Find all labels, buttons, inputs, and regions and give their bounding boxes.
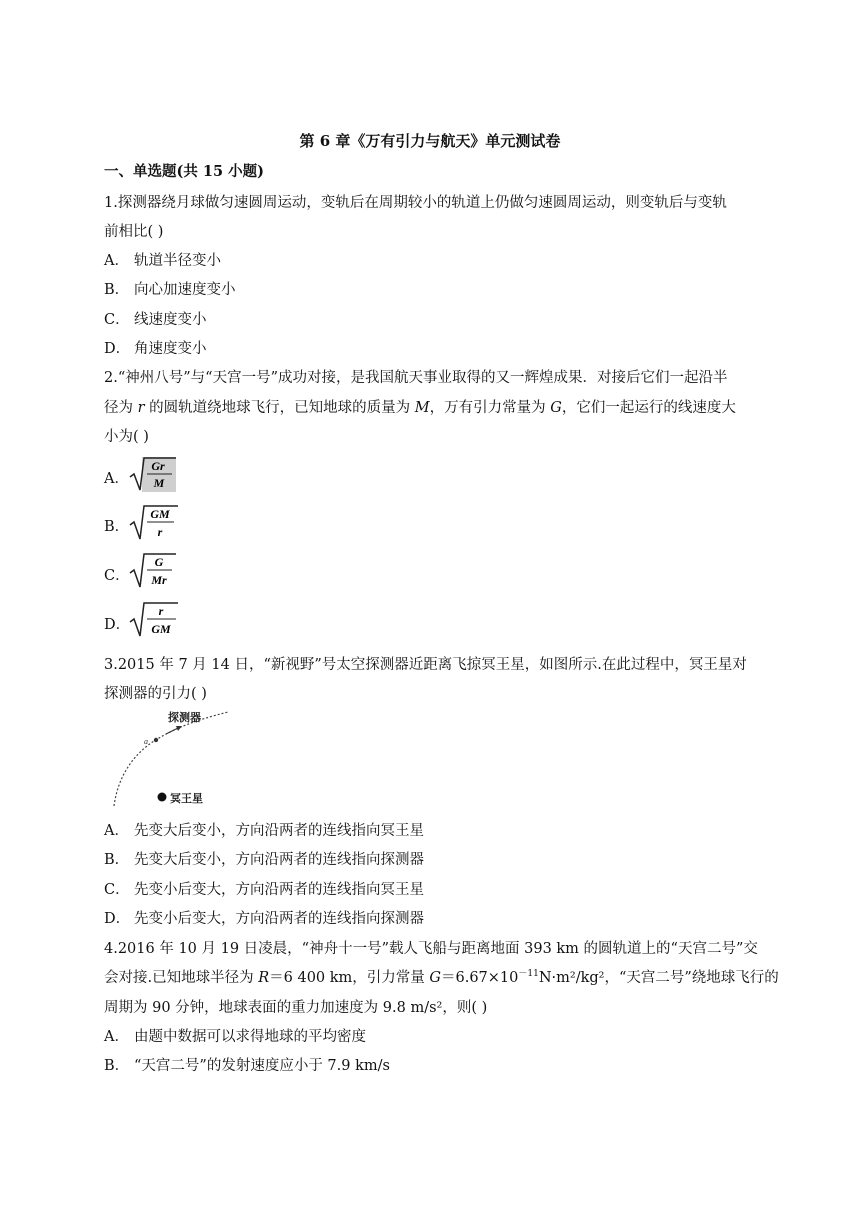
formula-numerator: r	[158, 604, 164, 618]
q2-option-b-formula	[128, 503, 180, 543]
option-label: C．	[104, 882, 130, 898]
q1-option-b	[104, 278, 236, 299]
q1-stem-line1: 1.探测器绕月球做匀速圆周运动，变轨后在周期较小的轨道上仍做匀速圆周运动，则变轨后与变轨	[104, 195, 727, 211]
var-G: G	[550, 400, 562, 416]
formula-denominator: M	[153, 476, 165, 490]
option-text: 先变大后变小，方向沿两者的连线指向冥王星	[134, 823, 424, 839]
option-label: C．	[104, 312, 130, 328]
option-text: 轨道半径变小	[134, 253, 221, 269]
option-text: “天宫二号”的发射速度应小于 7.9 km/s	[134, 1058, 390, 1074]
probe-marker	[154, 738, 158, 742]
option-text: 由题中数据可以求得地球的平均密度	[134, 1029, 366, 1045]
option-text: 线速度变小	[134, 312, 207, 328]
text-run: 径为	[104, 400, 138, 416]
q4-stem-line1: 4.2016 年 10 月 19 日凌晨，“神舟十一号”载人飞船与距离地面 393 km 的圆轨道上的“天宫二号”交	[104, 941, 758, 957]
text-run: N·m²/kg²，“天宫二号”绕地球飞行的	[538, 970, 779, 986]
option-text: 角速度变小	[134, 341, 207, 357]
option-label: A．	[104, 823, 129, 839]
text-run: ，它们一起运行的线速度大	[561, 400, 736, 416]
option-text: 向心加速度变小	[134, 282, 236, 298]
q3-option-b	[104, 848, 424, 869]
pluto-label: 冥王星	[170, 792, 203, 805]
option-label: A．	[104, 253, 129, 269]
text-run: 的圆轨道绕地球飞行，已知地球的质量为	[144, 400, 415, 416]
q3-option-a	[104, 819, 424, 840]
formula-numerator: GM	[150, 507, 170, 521]
formula-numerator: Gr	[151, 459, 165, 473]
q2-option-d-label: D．	[104, 617, 131, 633]
q2-stem-line2	[104, 396, 736, 417]
var-r: r	[137, 400, 145, 416]
formula-numerator: G	[154, 555, 164, 569]
exponent: －11	[518, 969, 539, 980]
pluto-dot	[158, 793, 167, 802]
text-run: ＝6 400 km，引力常量	[269, 970, 430, 986]
q4-stem-line2	[104, 966, 779, 987]
q4-option-a	[104, 1025, 366, 1046]
option-text: 先变大后变小，方向沿两者的连线指向探测器	[134, 852, 424, 868]
q1-stem-line2: 前相比( )	[104, 224, 164, 240]
q2-option-c-label: C．	[104, 568, 130, 584]
probe-label: 探测器	[168, 711, 201, 724]
q4-stem-line3: 周期为 90 分钟，地球表面的重力加速度为 9.8 m/s²，则( )	[104, 1000, 488, 1016]
option-label: B．	[104, 1058, 130, 1074]
q1-option-d	[104, 337, 207, 358]
q3-stem-line2: 探测器的引力( )	[104, 686, 207, 702]
var-R: R	[258, 970, 270, 986]
q1-option-a	[104, 249, 221, 270]
formula-denominator: r	[157, 525, 163, 539]
point-label: a	[144, 737, 148, 746]
option-text: 先变小后变大，方向沿两者的连线指向冥王星	[134, 882, 424, 898]
q1-option-c	[104, 308, 207, 329]
text-run: ，万有引力常量为	[429, 400, 551, 416]
q4-option-b	[104, 1054, 390, 1075]
text-run: ＝6.67×10	[441, 970, 519, 986]
option-label: B．	[104, 282, 130, 298]
text-run: 会对接.已知地球半径为	[104, 970, 259, 986]
formula-denominator: Mr	[151, 573, 167, 587]
var-M: M	[414, 400, 430, 416]
option-label: B．	[104, 852, 130, 868]
option-label: D．	[104, 341, 131, 357]
section-heading: 一、单选题(共 15 小题)	[104, 163, 264, 180]
q3-option-d	[104, 907, 424, 928]
q2-stem-line1: 2.“神州八号”与“天宫一号”成功对接，是我国航天事业取得的又一辉煌成果．对接后它们一起沿半	[104, 370, 728, 386]
q3-stem-line1: 3.2015 年 7 月 14 日，“新视野”号太空探测器近距离飞掠冥王星，如图所示.在此过程中，冥王星对	[104, 657, 747, 673]
q3-option-c	[104, 878, 424, 899]
option-text: 先变小后变大，方向沿两者的连线指向探测器	[134, 911, 424, 927]
q2-option-a-formula	[128, 455, 178, 495]
var-G: G	[429, 970, 441, 986]
page-title: 第 6 章《万有引力与航天》单元测试卷	[299, 132, 561, 150]
option-label: A．	[104, 1029, 129, 1045]
q2-option-a-label: A．	[104, 471, 129, 487]
q2-option-c-formula	[128, 551, 180, 591]
q2-option-d-formula	[128, 600, 182, 640]
option-label: D．	[104, 911, 131, 927]
q2-stem-line3: 小为( )	[104, 429, 149, 445]
q2-option-b-label: B．	[104, 519, 130, 535]
formula-denominator: GM	[151, 622, 171, 636]
q3-trajectory-figure	[104, 706, 234, 810]
